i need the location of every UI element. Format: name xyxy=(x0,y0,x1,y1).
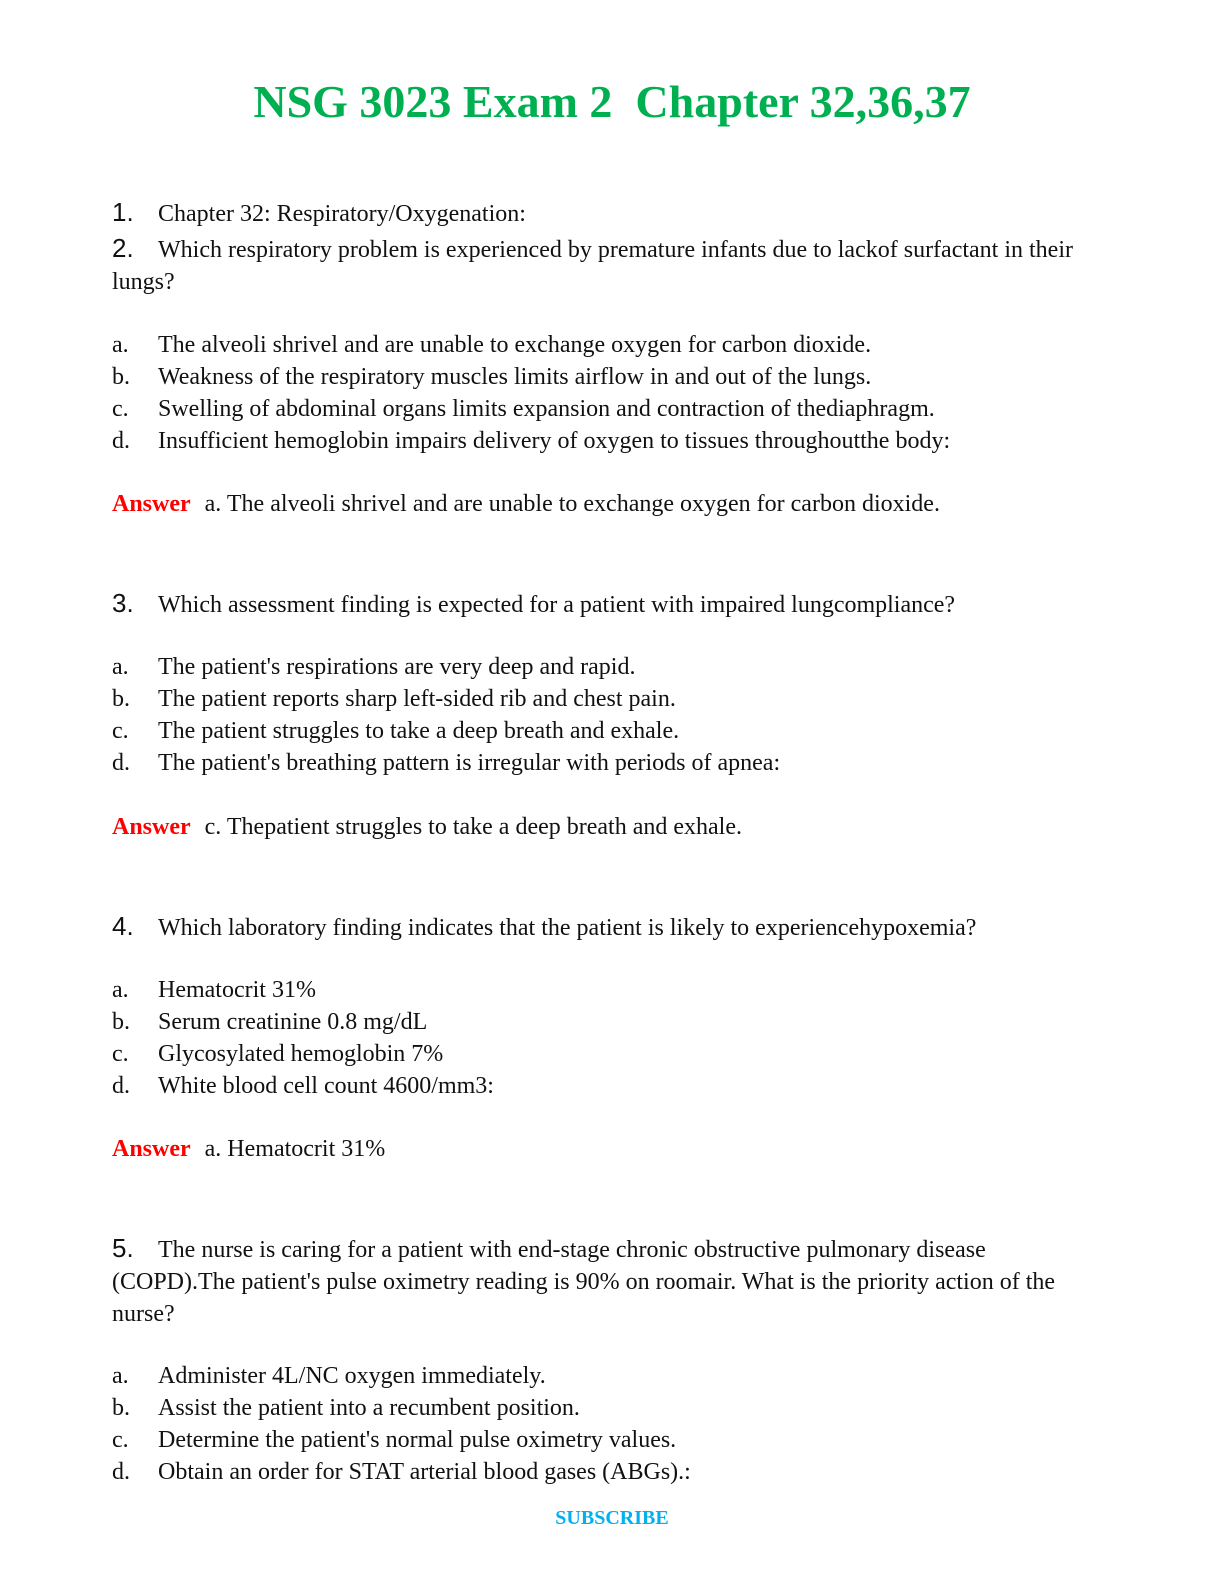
option-text: Serum creatinine 0.8 mg/dL xyxy=(158,1009,428,1035)
question-5-options xyxy=(112,1360,1122,1488)
question-text: Which laboratory finding indicates that the patient is likely to experiencehypoxemia? xyxy=(158,915,977,941)
question-number: 1. xyxy=(112,197,134,227)
option-text: Swelling of abdominal organs limits expansion and contraction of thediaphragm. xyxy=(158,396,935,422)
option-text: Determine the patient's normal pulse oximetry values. xyxy=(158,1427,677,1453)
answer-label: Answer xyxy=(112,491,191,517)
question-3-options xyxy=(112,651,1122,779)
option-b xyxy=(112,683,1122,715)
option-d xyxy=(112,425,1122,457)
option-a xyxy=(112,329,1122,361)
option-text: The alveoli shrivel and are unable to exchange oxygen for carbon dioxide. xyxy=(158,332,872,358)
option-letter: b. xyxy=(112,364,130,390)
option-letter: d. xyxy=(112,428,130,454)
option-a xyxy=(112,651,1122,683)
option-text: Obtain an order for STAT arterial blood gases (ABGs).: xyxy=(158,1459,691,1485)
option-d xyxy=(112,1456,1122,1488)
option-c xyxy=(112,1424,1122,1456)
question-5 xyxy=(112,1232,1062,1330)
question-3-answer xyxy=(112,811,1122,843)
option-letter: c. xyxy=(112,1041,129,1067)
answer-label: Answer xyxy=(112,1136,191,1162)
option-letter: c. xyxy=(112,718,129,744)
option-a xyxy=(112,1360,1122,1392)
option-letter: d. xyxy=(112,1459,130,1485)
option-text: The patient struggles to take a deep breath and exhale. xyxy=(158,718,680,744)
question-2-answer xyxy=(112,488,1122,520)
option-letter: d. xyxy=(112,1073,130,1099)
question-2-options xyxy=(112,329,1122,457)
question-number: 5. xyxy=(112,1233,134,1263)
answer-text: c. Thepatient struggles to take a deep breath and exhale. xyxy=(204,814,742,840)
option-b xyxy=(112,1006,1122,1038)
option-letter: a. xyxy=(112,977,129,1003)
option-letter: c. xyxy=(112,396,129,422)
option-text: Administer 4L/NC oxygen immediately. xyxy=(158,1363,546,1389)
question-1 xyxy=(112,196,1122,230)
answer-label: Answer xyxy=(112,814,191,840)
option-letter: b. xyxy=(112,1395,130,1421)
option-text: The patient reports sharp left-sided rib and chest pain. xyxy=(158,686,676,712)
question-number: 4. xyxy=(112,911,134,941)
question-number: 2. xyxy=(112,233,134,263)
option-text: Assist the patient into a recumbent position. xyxy=(158,1395,580,1421)
option-b xyxy=(112,361,1122,393)
option-d xyxy=(112,1070,1122,1102)
question-text: Which respiratory problem is experienced by premature infants due to lackof surfactant in their lungs? xyxy=(112,237,1073,295)
option-text: Glycosylated hemoglobin 7% xyxy=(158,1041,444,1067)
option-letter: b. xyxy=(112,1009,130,1035)
question-4-options xyxy=(112,974,1122,1102)
option-letter: a. xyxy=(112,1363,129,1389)
question-4 xyxy=(112,910,1122,944)
option-c xyxy=(112,1038,1122,1070)
question-text: The nurse is caring for a patient with end-stage chronic obstructive pulmonary disease (COPD).The patient's pulse oximetry reading is 90% on roomair. What is the priority action of the nurse? xyxy=(112,1237,1056,1327)
option-c xyxy=(112,715,1122,747)
option-a xyxy=(112,974,1122,1006)
option-text: Insufficient hemoglobin impairs delivery of oxygen to tissues throughoutthe body: xyxy=(158,428,951,454)
option-c xyxy=(112,393,1122,425)
question-text: Chapter 32: Respiratory/Oxygenation: xyxy=(158,201,526,227)
page-title: NSG 3023 Exam 2 Chapter 32,36,37 xyxy=(253,76,971,127)
option-letter: d. xyxy=(112,750,130,776)
question-2 xyxy=(112,232,1122,298)
subscribe-link[interactable]: SUBSCRIBE xyxy=(555,1507,669,1529)
option-text: Hematocrit 31% xyxy=(158,977,316,1003)
question-text: Which assessment finding is expected for a patient with impaired lungcompliance? xyxy=(158,592,956,618)
option-text: The patient's respirations are very deep and rapid. xyxy=(158,654,636,680)
option-text: Weakness of the respiratory muscles limits airflow in and out of the lungs. xyxy=(158,364,872,390)
question-3 xyxy=(112,587,1122,621)
answer-text: a. Hematocrit 31% xyxy=(204,1136,386,1162)
question-number: 3. xyxy=(112,588,134,618)
option-letter: c. xyxy=(112,1427,129,1453)
option-text: The patient's breathing pattern is irregular with periods of apnea: xyxy=(158,750,781,776)
option-letter: b. xyxy=(112,686,130,712)
option-d xyxy=(112,747,1122,779)
answer-text: a. The alveoli shrivel and are unable to exchange oxygen for carbon dioxide. xyxy=(204,491,940,517)
option-letter: a. xyxy=(112,654,129,680)
option-b xyxy=(112,1392,1122,1424)
option-letter: a. xyxy=(112,332,129,358)
question-4-answer xyxy=(112,1133,1122,1165)
option-text: White blood cell count 4600/mm3: xyxy=(158,1073,494,1099)
